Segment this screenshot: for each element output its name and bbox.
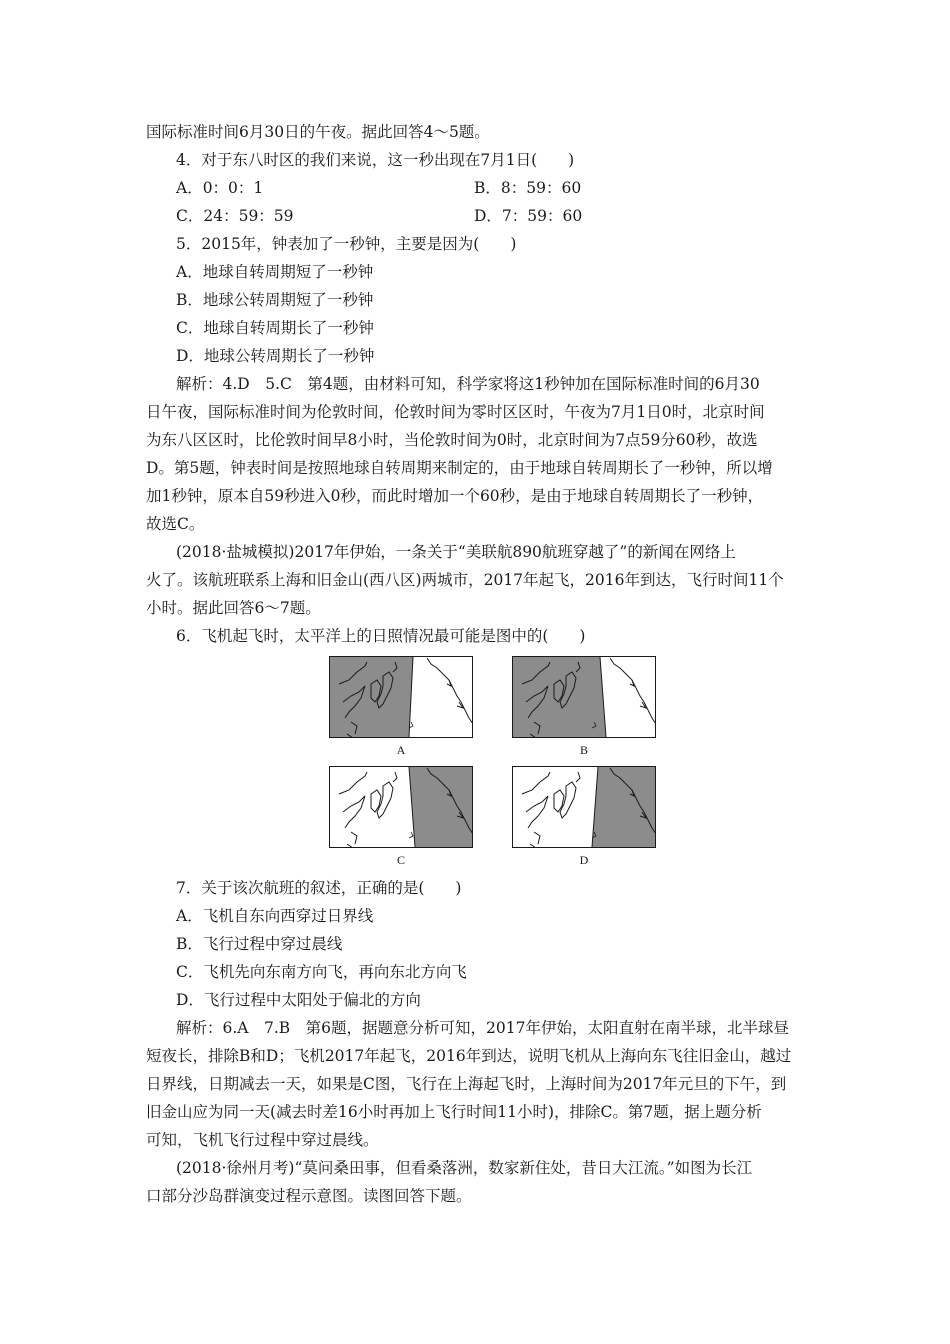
q4-option-c: C．24：59：59 xyxy=(176,207,294,225)
q5-option-a: A．地球自转周期短了一秒钟 xyxy=(176,263,374,281)
q7-stem: 7．关于该次航班的叙述，正确的是( ) xyxy=(176,879,462,897)
material-2-line: 小时。据此回答6～7题。 xyxy=(146,599,321,617)
night-area xyxy=(513,657,606,737)
analysis-2-line: 解析：6.A 7.B 第6题，据题意分析可知，2017年伊始，太阳直射在南半球，北半球昼 xyxy=(176,1019,789,1037)
figure-label-d: D xyxy=(579,853,589,867)
q5-option-b: B．地球公转周期短了一秒钟 xyxy=(176,291,374,309)
q4-option-d: D．7：59：60 xyxy=(474,207,583,225)
q7-option-b: B．飞行过程中穿过晨线 xyxy=(176,935,343,953)
q5-option-d: D．地球公转周期长了一秒钟 xyxy=(176,347,375,365)
material-2-line: 火了。该航班联系上海和旧金山(西八区)两城市，2017年起飞，2016年到达，飞行时间11个 xyxy=(146,571,784,589)
analysis-2-line: 短夜长，排除B和D；飞机2017年起飞，2016年到达，说明飞机从上海向东飞往旧金山，越过 xyxy=(146,1047,792,1065)
night-area xyxy=(592,767,655,847)
q7-option-a: A．飞机自东向西穿过日界线 xyxy=(176,907,374,925)
q4-option-b: B．8：59：60 xyxy=(474,179,582,197)
daylight-map-a xyxy=(329,656,473,738)
analysis-1-line: 日午夜，国际标准时间为伦敦时间，伦敦时间为零时区区时，午夜为7月1日0时，北京时间 xyxy=(146,403,765,421)
material-3-line: 口部分沙岛群演变过程示意图。读图回答下题。 xyxy=(146,1187,472,1205)
analysis-1-line: 故选C。 xyxy=(146,515,205,533)
analysis-1-line: D。第5题，钟表时间是按照地球自转周期来制定的，由于地球自转周期长了一秒钟，所以增 xyxy=(146,459,773,477)
material-2-line: (2018·盐城模拟)2017年伊始，一条关于“美联航890航班穿越了”的新闻在网络上 xyxy=(176,543,736,561)
intro-tail: 国际标准时间6月30日的午夜。据此回答4～5题。 xyxy=(146,123,490,141)
q6-stem: 6．飞机起飞时，太平洋上的日照情况最可能是图中的( ) xyxy=(176,627,586,645)
analysis-1-line: 加1秒钟，原本自59秒进入0秒，而此时增加一个60秒，是由于地球自转周期长了一秒钟， xyxy=(146,487,764,505)
daylight-map-d xyxy=(512,766,656,848)
analysis-2-line: 可知，飞机飞行过程中穿过晨线。 xyxy=(146,1131,379,1149)
q7-option-d: D．飞行过程中太阳处于偏北的方向 xyxy=(176,991,421,1009)
figure-label-b: B xyxy=(579,743,588,757)
material-3-line: (2018·徐州月考)“莫问桑田事，但看桑落洲，数家新住处，昔日大江流。”如图为长江 xyxy=(176,1159,753,1177)
q4-stem: 4．对于东八时区的我们来说，这一秒出现在7月1日( ) xyxy=(176,151,575,169)
daylight-map-b xyxy=(512,656,656,738)
q5-option-c: C．地球自转周期长了一秒钟 xyxy=(176,319,374,337)
analysis-2-line: 日界线，日期减去一天，如果是C图，飞行在上海起飞时，上海时间为2017年元旦的下午，到 xyxy=(146,1075,787,1093)
analysis-2-line: 旧金山应为同一天(减去时差16小时再加上飞行时间11小时)，排除C。第7题，据上题分析 xyxy=(146,1103,762,1121)
analysis-1-line: 解析：4.D 5.C 第4题，由材料可知，科学家将这1秒钟加在国际标准时间的6月30 xyxy=(176,375,760,393)
night-area xyxy=(409,767,472,847)
q4-option-a: A．0：0：1 xyxy=(176,179,264,197)
q7-option-c: C．飞机先向东南方向飞，再向东北方向飞 xyxy=(176,963,467,981)
figure-label-c: C xyxy=(396,853,405,867)
q5-stem: 5．2015年，钟表加了一秒钟，主要是因为( ) xyxy=(176,235,517,253)
figure-label-a: A xyxy=(396,743,406,757)
analysis-1-line: 为东八区区时，比伦敦时间早8小时，当伦敦时间为0时，北京时间为7点59分60秒，故选 xyxy=(146,431,758,449)
daylight-map-c xyxy=(329,766,473,848)
